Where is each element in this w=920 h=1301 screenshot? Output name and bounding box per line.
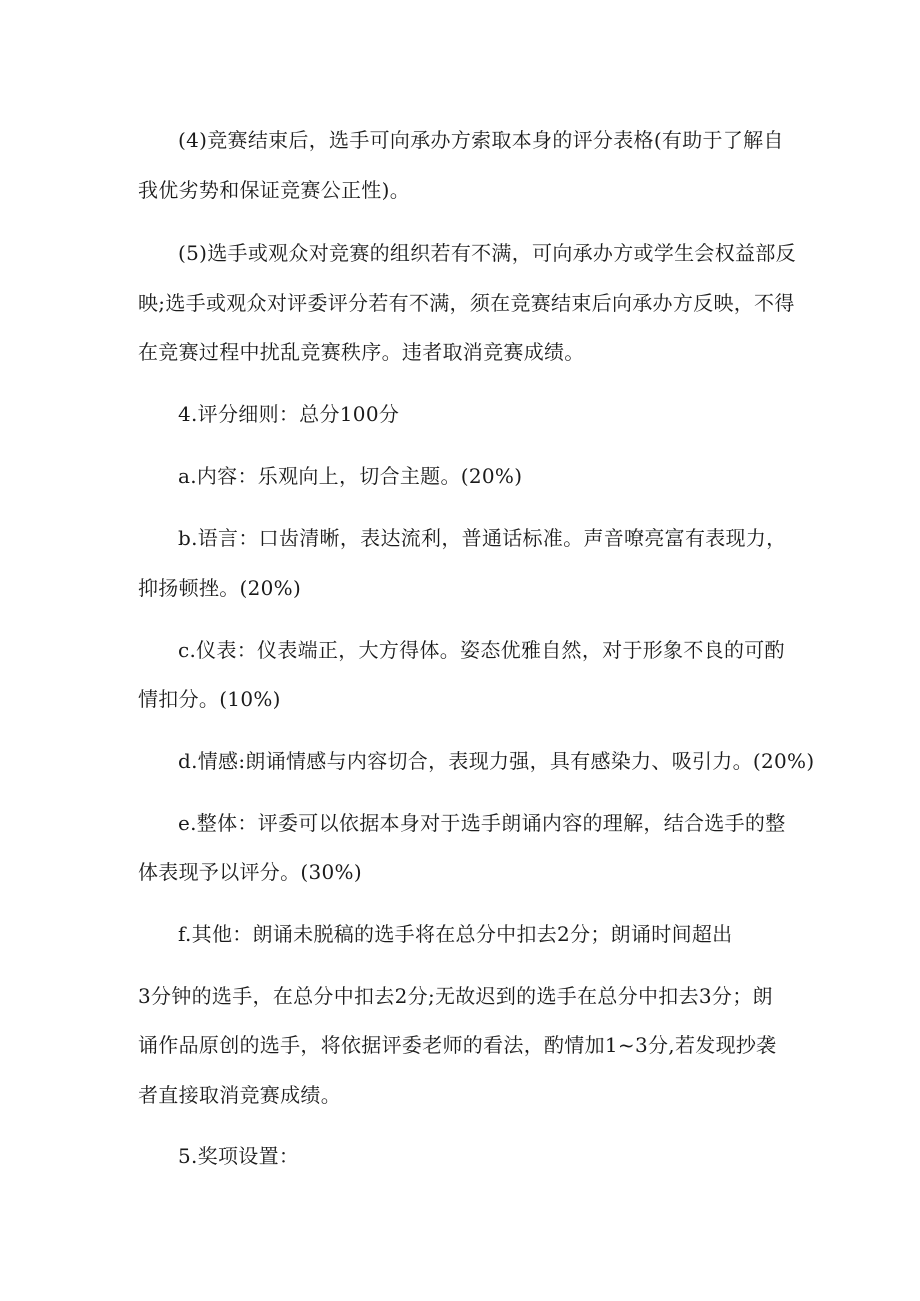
criterion-f-line-2: 3分钟的选手，在总分中扣去2分;无故迟到的选手在总分中扣去3分；朗 [138, 984, 773, 1008]
criterion-f-line-1: f.其他：朗诵未脱稿的选手将在总分中扣去2分；朗诵时间超出 [178, 922, 733, 946]
paragraph-5-line-2: 映;选手或观众对评委评分若有不满，须在竞赛结束后向承办方反映，不得 [138, 291, 795, 315]
criterion-b-line-1: b.语言：口齿清晰，表达流利，普通话标准。声音嘹亮富有表现力， [178, 526, 787, 550]
scoring-heading: 4.评分细则：总分100分 [178, 402, 400, 426]
paragraph-5-line-1: (5)选手或观众对竞赛的组织若有不满，可向承办方或学生会权益部反 [178, 241, 796, 265]
criterion-e-line-2: 体表现予以评分。(30%) [138, 860, 362, 884]
criterion-c-line-1: c.仪表：仪表端正，大方得体。姿态优雅自然，对于形象不良的可酌 [178, 638, 785, 662]
paragraph-4-line-2: 我优劣势和保证竞赛公正性)。 [138, 178, 411, 202]
criterion-f-line-3: 诵作品原创的选手，将依据评委老师的看法，酌情加1~3分,若发现抄袭 [138, 1033, 777, 1057]
awards-heading: 5.奖项设置： [178, 1144, 300, 1168]
criterion-e-line-1: e.整体：评委可以依据本身对于选手朗诵内容的理解，结合选手的整 [178, 811, 786, 835]
paragraph-5-line-3: 在竞赛过程中扰乱竞赛秩序。违者取消竞赛成绩。 [138, 340, 585, 364]
paragraph-4-line-1: (4)竞赛结束后，选手可向承办方索取本身的评分表格(有助于了解自 [178, 128, 784, 152]
criterion-a: a.内容：乐观向上，切合主题。(20%) [178, 464, 523, 488]
criterion-b-line-2: 抑扬顿挫。(20%) [138, 576, 302, 600]
criterion-c-line-2: 情扣分。(10%) [138, 687, 281, 711]
criterion-d: d.情感:朗诵情感与内容切合，表现力强，具有感染力、吸引力。(20%) [178, 749, 815, 773]
criterion-f-line-4: 者直接取消竞赛成绩。 [138, 1083, 341, 1107]
